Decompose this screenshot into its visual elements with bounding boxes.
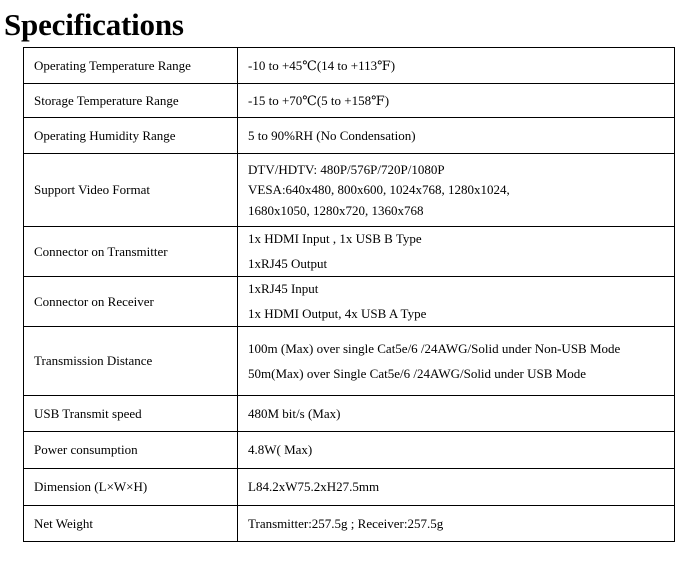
spec-value-line: VESA:640x480, 800x600, 1024x768, 1280x1024, xyxy=(248,182,510,198)
spec-value-connector-transmitter xyxy=(238,227,675,277)
spec-value-line: Transmitter:257.5g ; Receiver:257.5g xyxy=(248,515,444,531)
spec-value-dimension xyxy=(238,469,675,506)
spec-value-line: 5 to 90%RH (No Condensation) xyxy=(248,127,416,143)
spec-value-connector-receiver xyxy=(238,277,675,327)
spec-value-line: 480M bit/s (Max) xyxy=(248,405,341,421)
spec-label-support-video-format: Support Video Format xyxy=(24,154,238,227)
spec-value-line: L84.2xW75.2xH27.5mm xyxy=(248,479,380,495)
spec-value-operating-humidity xyxy=(238,118,675,154)
spec-label-connector-transmitter: Connector on Transmitter xyxy=(24,227,238,277)
spec-label-power-consumption: Power consumption xyxy=(24,432,238,469)
table-row xyxy=(24,432,675,469)
spec-value-line: 100m (Max) over single Cat5e/6 /24AWG/Solid under Non-USB Mode xyxy=(248,340,621,356)
spec-value-line: -15 to +70℃(5 to +158℉) xyxy=(248,92,390,108)
spec-label-net-weight: Net Weight xyxy=(24,506,238,542)
table-row xyxy=(24,396,675,432)
spec-value-line: 1x HDMI Input , 1x USB B Type xyxy=(248,231,422,247)
spec-value-line: -10 to +45℃(14 to +113℉) xyxy=(248,57,396,73)
table-row xyxy=(24,118,675,154)
table-row xyxy=(24,469,675,506)
spec-value-line: 1680x1050, 1280x720, 1360x768 xyxy=(248,202,424,218)
spec-label-operating-temperature: Operating Temperature Range xyxy=(24,48,238,84)
spec-label-storage-temperature: Storage Temperature Range xyxy=(24,84,238,118)
spec-value-line: 1xRJ45 Input xyxy=(248,281,319,297)
spec-label-connector-receiver: Connector on Receiver xyxy=(24,277,238,327)
page-title: Specifications xyxy=(4,7,184,42)
spec-value-line: 1xRJ45 Output xyxy=(248,256,328,271)
table-row xyxy=(24,84,675,118)
spec-label-dimension: Dimension (L×W×H) xyxy=(24,469,238,506)
spec-value-line: 50m(Max) over Single Cat5e/6 /24AWG/Solid under USB Mode xyxy=(248,365,587,381)
spec-value-line: 1x HDMI Output, 4x USB A Type xyxy=(248,306,427,321)
spec-value-operating-temperature xyxy=(238,48,675,84)
spec-label-usb-transmit-speed: USB Transmit speed xyxy=(24,396,238,432)
spec-value-power-consumption xyxy=(238,432,675,469)
spec-value-usb-transmit-speed xyxy=(238,396,675,432)
spec-label-transmission-distance: Transmission Distance xyxy=(24,327,238,396)
spec-value-line: DTV/HDTV: 480P/576P/720P/1080P xyxy=(248,161,445,177)
spec-value-support-video-format xyxy=(238,154,675,227)
table-row xyxy=(24,227,675,277)
spec-value-transmission-distance xyxy=(238,327,675,396)
spec-value-line: 4.8W( Max) xyxy=(248,442,313,458)
table-row xyxy=(24,48,675,84)
table-row xyxy=(24,154,675,227)
table-row xyxy=(24,327,675,396)
spec-value-net-weight xyxy=(238,506,675,542)
table-row xyxy=(24,277,675,327)
spec-value-storage-temperature xyxy=(238,84,675,118)
spec-label-operating-humidity: Operating Humidity Range xyxy=(24,118,238,154)
specifications-table xyxy=(23,47,675,542)
table-row xyxy=(24,506,675,542)
